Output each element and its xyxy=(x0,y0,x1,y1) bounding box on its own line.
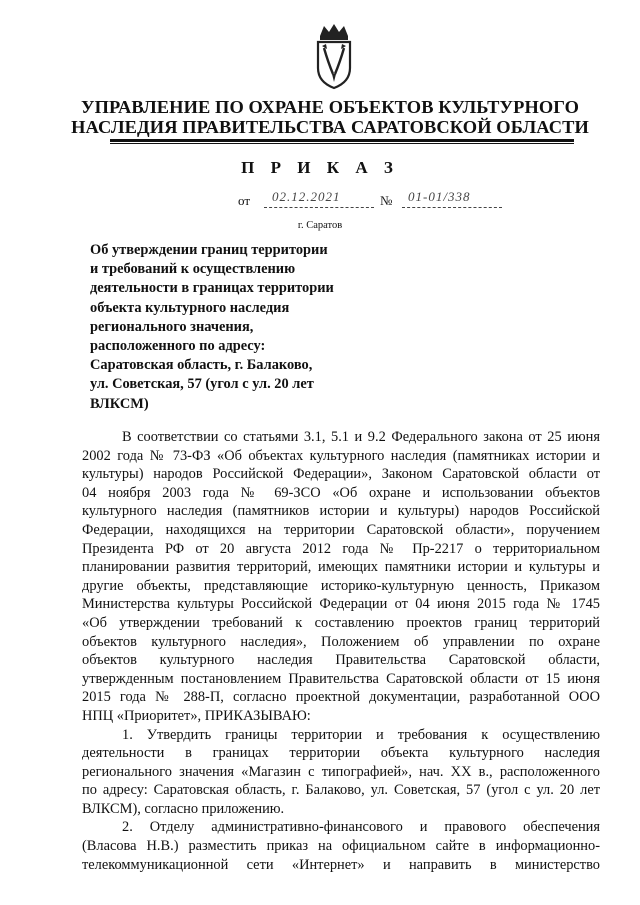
body-line: ВЛКСМ), согласно приложению. xyxy=(82,800,285,817)
body-line: регионального значения «Магазин с типографией», нач. XX в., расположенного xyxy=(82,763,600,780)
order-date: 02.12.2021 xyxy=(272,189,341,204)
date-underline xyxy=(264,207,374,208)
body-line: 04 ноября 2003 года № 69-ЗСО «Об охране и использовании объектов xyxy=(82,484,600,501)
number-label: № xyxy=(380,193,393,208)
subject-line: объекта культурного наследия xyxy=(90,299,290,316)
header-divider-thin xyxy=(110,143,574,144)
body-line: культурного наследия (памятников истории и культуры) народов Российской xyxy=(82,503,600,520)
body-line: Министерства культуры Российской Федерации от 04 июня 2015 года № 1745 xyxy=(82,596,600,613)
header-divider-thick xyxy=(110,139,574,142)
order-number: 01-01/338 xyxy=(408,189,471,204)
order-date-number-row xyxy=(232,187,532,211)
body-line: «Об утверждении требований к составлению проектов границ территорий xyxy=(82,614,600,631)
body-line: по адресу: Саратовская область, г. Балаково, ул. Советская, 57 (угол с ул. 20 лет xyxy=(82,782,600,799)
body-line: 2. Отделу административно-финансового и правового обеспечения xyxy=(122,819,600,836)
saratov-coat-of-arms-icon xyxy=(306,22,362,92)
subject-line: регионального значения, xyxy=(90,318,254,335)
body-line: другие объекты, представляющие историко-культурную ценность, Приказом xyxy=(82,577,600,594)
subject-line: Саратовская область, г. Балаково, xyxy=(90,357,313,374)
body-line: НПЦ «Приоритет», ПРИКАЗЫВАЮ: xyxy=(82,707,311,724)
body-line: (Власова Н.В.) разместить приказ на официальном сайте в информационно- xyxy=(82,838,600,855)
order-subject xyxy=(90,241,390,414)
subject-line: расположенного по адресу: xyxy=(90,338,266,355)
body-line: 1. Утвердить границы территории и требования к осуществлению xyxy=(122,726,600,743)
subject-line: деятельности в границах территории xyxy=(90,280,334,297)
body-line: культуры) народов Российской Федерации», Законом Саратовской области от xyxy=(82,466,600,483)
subject-line: ВЛКСМ) xyxy=(90,395,149,412)
issue-city: г. Саратов xyxy=(297,220,343,231)
body-line: утвержденным постановлением Правительства Саратовской области от 15 июня xyxy=(82,670,600,687)
body-line: объектов культурного наследия», Положением об управлении по охране xyxy=(82,633,600,650)
agency-name-line1: УПРАВЛЕНИЕ ПО ОХРАНЕ ОБЪЕКТОВ КУЛЬТУРНОГО xyxy=(80,97,580,117)
body-line: Федерации, находящихся на территории Саратовской области», поручением xyxy=(82,521,600,538)
body-line: 2015 года № 288-П, согласно проектной документации, разработанной ООО xyxy=(82,689,600,706)
document-type-title: П Р И К А З xyxy=(241,158,399,177)
subject-line: ул. Советская, 57 (угол с ул. 20 лет xyxy=(90,376,314,393)
body-line: В соответствии со статьями 3.1, 5.1 и 9.2 Федерального закона от 25 июня xyxy=(122,429,600,445)
body-line: 2002 года № 73-ФЗ «Об объектах культурного наследия (памятниках истории и xyxy=(82,447,600,464)
subject-line: Об утверждении границ территории xyxy=(90,242,328,258)
agency-name-line2: НАСЛЕДИЯ ПРАВИТЕЛЬСТВА САРАТОВСКОЙ ОБЛАСТИ xyxy=(71,117,589,137)
date-label: от xyxy=(238,193,251,208)
body-line: объектов культурного наследия Правительства Саратовской области, xyxy=(82,652,600,669)
body-line: планировании развития территорий, имеющих памятники истории и культуры и xyxy=(82,559,600,576)
body-line: деятельности в границах территории объекта культурного наследия xyxy=(82,745,600,762)
subject-line: и требований к осуществлению xyxy=(90,261,296,278)
number-underline xyxy=(402,207,502,208)
body-line: телекоммуникационной сети «Интернет» и направить в министерство xyxy=(82,856,600,873)
order-body xyxy=(82,428,600,874)
body-line: Президента РФ от 20 августа 2012 года № Пр-2217 о территориальном xyxy=(82,540,600,557)
